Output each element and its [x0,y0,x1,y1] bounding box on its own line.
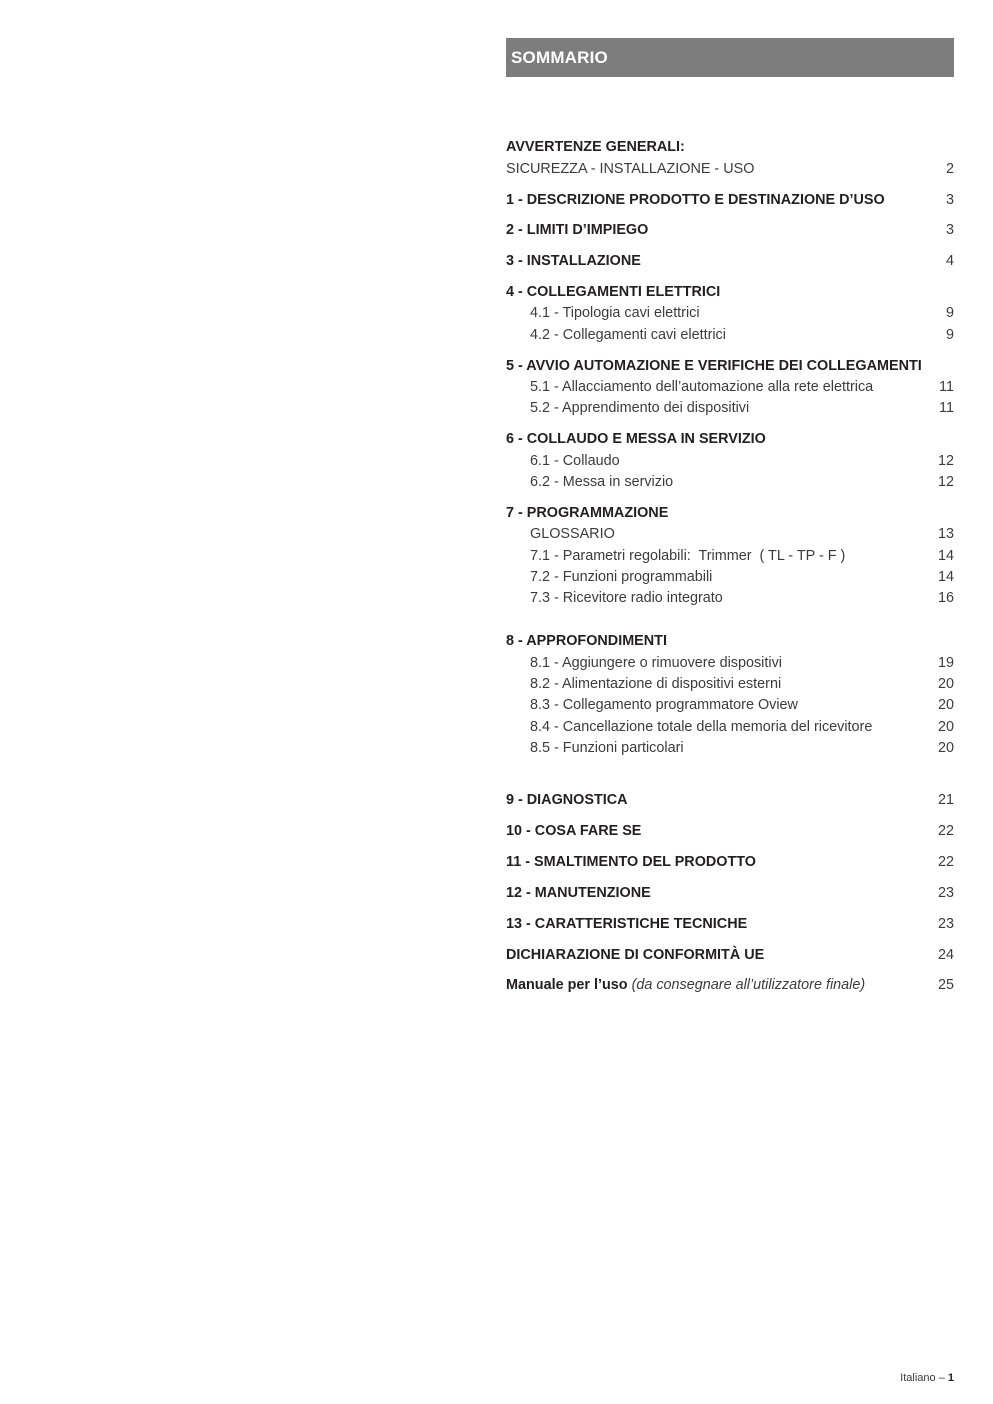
toc-entry-label: 8.5 - Funzioni particolari [530,740,684,756]
toc-entry-label: 4.2 - Collegamenti cavi elettrici [530,327,726,343]
toc-entry-label [506,977,865,993]
footer-page-number: 1 [947,1372,954,1384]
toc-entry-label: 2 - LIMITI D’IMPIEGO [506,222,649,238]
toc-page-number: 9 [945,305,954,321]
toc-page-number: 16 [937,590,954,606]
toc-page-number: 12 [937,453,954,469]
toc-entry-10[interactable] [506,820,954,842]
toc-entry-4[interactable] [506,281,954,303]
toc-entry-6[interactable] [506,428,954,450]
toc-entry-7-2[interactable] [506,566,954,588]
toc-page-number: 13 [937,526,954,542]
toc-entry-3[interactable] [506,250,954,272]
toc-entry-label: 5.1 - Allacciamento dell’automazione alla rete elettrica [530,379,874,395]
toc-page-number: 22 [937,854,954,870]
toc-entry-5-2[interactable] [506,397,954,419]
toc-page-number: 20 [937,740,954,756]
toc-entry-label: 6.1 - Collaudo [530,453,620,469]
toc-page-number: 19 [937,655,954,671]
toc-entry-dichiarazione[interactable] [506,944,954,966]
toc-entry-1[interactable] [506,189,954,211]
toc-entry-7[interactable] [506,502,954,524]
toc-page-number: 11 [939,379,954,395]
toc-page-number: 20 [937,719,954,735]
toc-entry-8-1[interactable] [506,652,954,674]
toc-entry-4-2[interactable] [506,324,954,346]
toc-page-number: 11 [939,400,954,416]
toc-page-number: 25 [937,977,954,993]
toc-entry-label: 8 - APPROFONDIMENTI [506,633,667,649]
toc-entry-label: 7.3 - Ricevitore radio integrato [530,590,723,606]
toc-entry-label: 4.1 - Tipologia cavi elettrici [530,305,700,321]
toc-entry-label: 1 - DESCRIZIONE PRODOTTO E DESTINAZIONE D’USO [506,192,885,208]
toc-entry-7-3[interactable] [506,587,954,609]
toc-entry-label: 8.4 - Cancellazione totale della memoria del ricevitore [530,719,873,735]
toc-page-number: 3 [945,222,954,238]
toc-entry-6-1[interactable] [506,450,954,472]
toc-entry-label: 11 - SMALTIMENTO DEL PRODOTTO [506,854,756,870]
toc-page-number: 20 [937,676,954,692]
page-footer [900,1372,954,1384]
toc-entry-label: 3 - INSTALLAZIONE [506,253,641,269]
toc-entry-8-5[interactable] [506,737,954,759]
toc-entry-label: SICUREZZA - INSTALLAZIONE - USO [506,161,755,177]
toc-entry-8-2[interactable] [506,673,954,695]
toc-entry-6-2[interactable] [506,471,954,493]
toc-entry-label: DICHIARAZIONE DI CONFORMITÀ UE [506,947,765,963]
toc-page-number: 4 [945,253,954,269]
toc-entry-label: 5 - AVVIO AUTOMAZIONE E VERIFICHE DEI COLLEGAMENTI [506,358,922,374]
toc-entry-label: 8.1 - Aggiungere o rimuovere dispositivi [530,655,782,671]
toc-page-number: 14 [937,569,954,585]
toc-entry-label: 4 - COLLEGAMENTI ELETTRICI [506,284,721,300]
toc-page-number: 12 [937,474,954,490]
toc-page-number: 3 [945,192,954,208]
toc-entry-label: 8.3 - Collegamento programmatore Oview [530,697,798,713]
toc-entry-label: GLOSSARIO [530,526,615,542]
toc-page-number: 9 [945,327,954,343]
toc-entry-label: 6 - COLLAUDO E MESSA IN SERVIZIO [506,431,766,447]
toc-page-number: 21 [937,792,954,808]
toc-entry-7-glossario[interactable] [506,523,954,545]
toc-entry-label: AVVERTENZE GENERALI: [506,139,685,155]
toc-entry-label: 8.2 - Alimentazione di dispositivi esterni [530,676,782,692]
toc-entry-manuale[interactable] [506,974,954,996]
toc-page-number: 23 [937,916,954,932]
manuale-title: Manuale per l’uso [506,977,628,993]
toc-page-number: 14 [937,548,954,564]
toc-entry-label: 6.2 - Messa in servizio [530,474,674,490]
toc-entry-label: 7.1 - Parametri regolabili: Trimmer ( TL - TP - F ) [530,548,846,564]
toc-entry-label: 12 - MANUTENZIONE [506,885,651,901]
footer-language: Italiano – [900,1372,948,1384]
toc-page-number: 23 [937,885,954,901]
toc-entry-5-1[interactable] [506,376,954,398]
toc-entry-4-1[interactable] [506,302,954,324]
toc-entry-label: 7 - PROGRAMMAZIONE [506,505,669,521]
toc-entry-8-4[interactable] [506,716,954,738]
toc-entry-label: 9 - DIAGNOSTICA [506,792,628,808]
toc-entry-2[interactable] [506,219,954,241]
manuale-note: (da consegnare all’utilizzatore finale) [631,977,866,993]
toc-entry-9[interactable] [506,789,954,811]
toc-page-number: 24 [937,947,954,963]
section-header-bar [506,38,954,77]
toc-entry-avvertenze[interactable] [506,136,954,158]
toc-page-number: 2 [945,161,954,177]
toc-entry-12[interactable] [506,882,954,904]
page-title: SOMMARIO [511,47,608,67]
toc-entry-8[interactable] [506,630,954,652]
toc-page-number: 20 [937,697,954,713]
toc-page-number: 22 [937,823,954,839]
toc-entry-label: 13 - CARATTERISTICHE TECNICHE [506,916,748,932]
toc-entry-11[interactable] [506,851,954,873]
toc-entry-5[interactable] [506,355,954,377]
toc-entry-13[interactable] [506,913,954,935]
toc-entry-label: 5.2 - Apprendimento dei dispositivi [530,400,750,416]
toc-entry-8-3[interactable] [506,694,954,716]
toc-entry-7-1[interactable] [506,545,954,567]
toc-entry-avvertenze-sub[interactable] [506,158,954,180]
toc-entry-label: 7.2 - Funzioni programmabili [530,569,713,585]
toc-entry-label: 10 - COSA FARE SE [506,823,642,839]
